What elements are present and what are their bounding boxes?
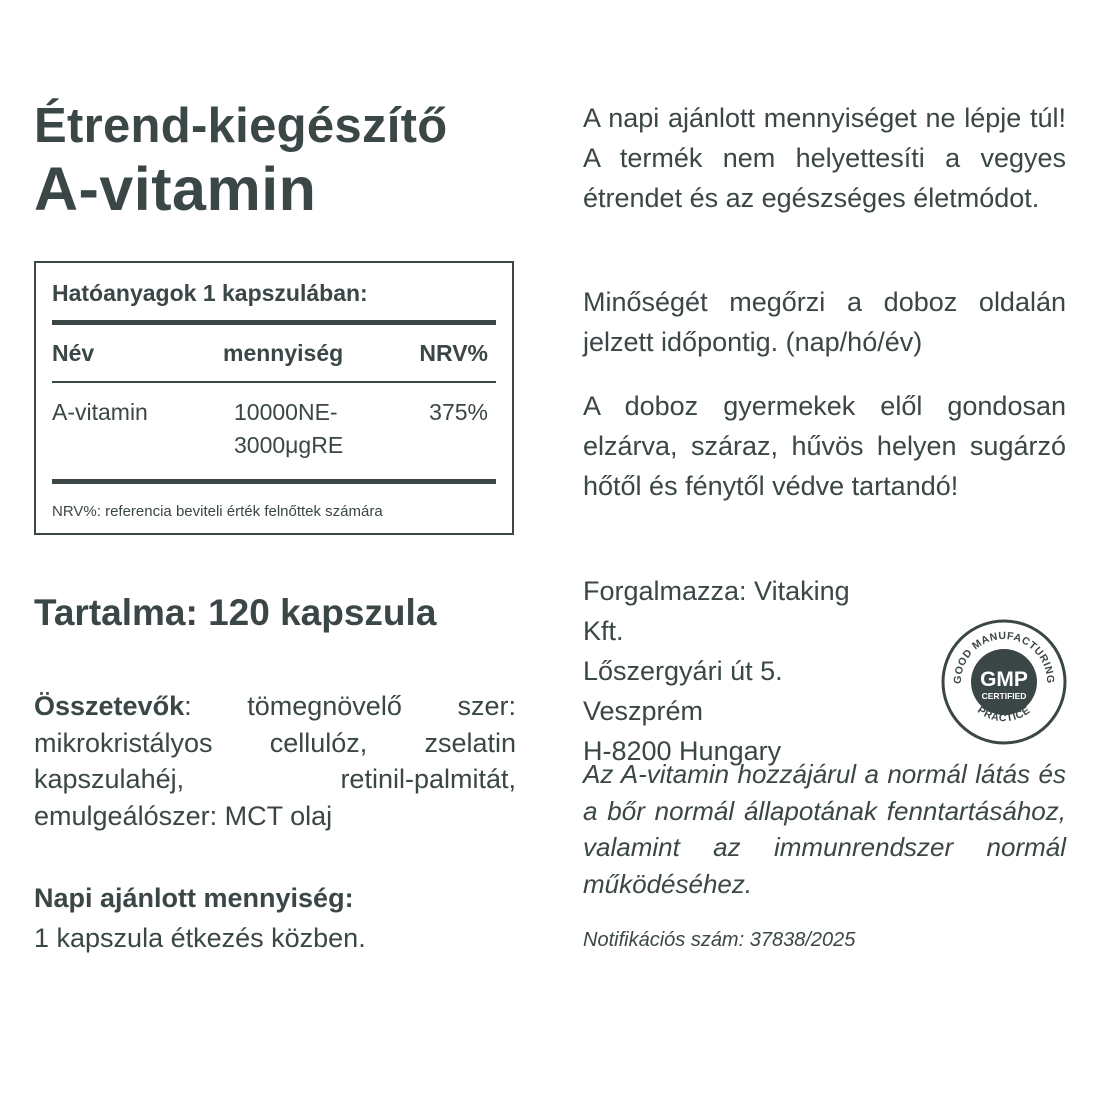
- product-category: Étrend-kiegészítő: [34, 99, 448, 153]
- product-name: A-vitamin: [34, 155, 317, 223]
- ingredients: [34, 688, 516, 834]
- column-header-name: Név: [52, 340, 95, 366]
- row-amount-line1: 10000NE-: [234, 399, 338, 425]
- dose-warning: A napi ajánlott mennyiséget ne lépje túl! A termék nem helyettesíti a vegyes étrendet és az egészséges életmódot.: [583, 103, 1066, 213]
- storage-note: A doboz gyermekek elől gondosan elzárva, száraz, hűvös helyen sugárzó hőtől és fénytől védve tartandó!: [583, 391, 1066, 501]
- title-block: [34, 96, 520, 222]
- nutrition-table-heading: Hatóanyagok 1 kapszulában:: [52, 280, 368, 306]
- row-name: A-vitamin: [52, 399, 148, 425]
- distributor-address: [583, 571, 883, 771]
- gmp-certified-icon: [940, 618, 1068, 746]
- daily-dose-label: Napi ajánlott mennyiség:: [34, 883, 354, 913]
- row-nrv: 375%: [429, 399, 488, 425]
- column-header-nrv: NRV%: [419, 340, 488, 366]
- distributor-line-4: H-8200 Hungary: [583, 736, 782, 766]
- table-rule-header: [52, 381, 496, 383]
- notification-number: Notifikációs szám: 37838/2025: [583, 929, 856, 951]
- gmp-center-main: GMP: [980, 668, 1028, 691]
- best-before-note: Minőségét megőrzi a doboz oldalán jelzett időpontig. (nap/hó/év): [583, 287, 1066, 357]
- distributor-line-3: Veszprém: [583, 696, 704, 726]
- ingredients-label: Összetevők: [34, 691, 185, 721]
- column-header-amount: mennyiség: [223, 340, 344, 366]
- row-amount-line2: 3000μgRE: [234, 432, 344, 458]
- table-rule-bottom: [52, 479, 496, 484]
- distributor-line-2: Lőszergyári út 5.: [583, 656, 783, 686]
- table-rule-top: [52, 320, 496, 325]
- ingredients-text: : tömegnövelő szer: mikrokristályos cellulóz, zselatin kapszulahéj, retinil-palmitát, emulgeálószer: MCT olaj: [34, 691, 516, 831]
- health-claim: Az A-vitamin hozzájárul a normál látás és a bőr normál állapotának fenntartásához, valamint az immunrendszer normál működéséhez.: [583, 759, 1066, 899]
- nutrition-table: [34, 261, 514, 535]
- gmp-arc-bottom: PRACTICE: [975, 704, 1033, 725]
- gmp-center-sub: CERTIFIED: [981, 691, 1027, 701]
- nrv-footnote: NRV%: referencia beviteli érték felnőttek számára: [52, 503, 383, 520]
- gmp-arc-top: GOOD MANUFACTURING: [951, 629, 1057, 685]
- package-contents: Tartalma: 120 kapszula: [34, 592, 437, 633]
- distributor-line-1: Forgalmazza: Vitaking Kft.: [583, 576, 850, 646]
- daily-dose-value: 1 kapszula étkezés közben.: [34, 923, 366, 953]
